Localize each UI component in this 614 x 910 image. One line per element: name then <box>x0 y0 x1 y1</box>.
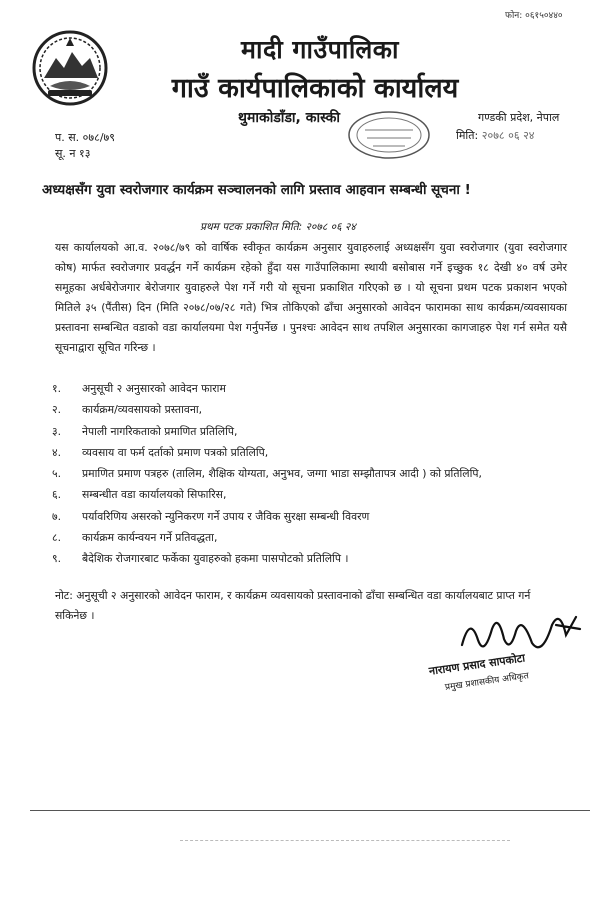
signatory-name: नारायण प्रसाद सापकोटा <box>428 651 526 678</box>
footer-faint-line <box>180 840 510 841</box>
province: गण्डकी प्रदेश, नेपाल <box>478 111 560 124</box>
list-item-number: ७. <box>52 509 62 523</box>
list-item-text: पर्यावरिणिय असरको न्युनिकरण गर्ने उपाय र जैविक सुरक्षा सम्बन्धी विवरण <box>82 509 370 523</box>
notice-title: अध्यक्षसँग युवा स्वरोजगार कार्यक्रम सञ्चालनको लागि प्रस्ताव आहवान सम्बन्धी सूचना ! <box>42 182 471 198</box>
phone-number: फोन: ०६१५०४४० <box>505 11 563 21</box>
dispatch-number: सू. न १३ <box>55 147 91 160</box>
list-item-text: प्रमाणित प्रमाण पत्रहरु (तालिम, शैक्षिक योग्यता, अनुभव, जग्गा भाडा सम्झौतापत्र आदी ) को प्रतिलिपि, <box>82 467 482 481</box>
letter-date <box>456 128 535 143</box>
list-item-text: कार्यक्रम/व्यवसायको प्रस्तावना, <box>82 403 203 417</box>
list-item-number: ८. <box>52 531 62 545</box>
list-item-number: ६. <box>52 488 62 502</box>
footer-divider <box>30 810 590 811</box>
list-item-number: १. <box>52 382 62 395</box>
list-item-text: अनुसूची २ अनुसारको आवेदन फाराम <box>82 382 226 395</box>
list-item-number: २. <box>52 403 62 417</box>
list-item-text: कार्यक्रम कार्यन्वयन गर्ने प्रतिवद्धता, <box>82 531 218 545</box>
office-name: गाउँ कार्यपालिकाको कार्यालय <box>171 73 459 104</box>
list-item-number: ४. <box>52 445 62 459</box>
list-item-number: ३. <box>52 424 62 438</box>
published-date: प्रथम पटक प्रकाशित मिति: २०७८ ०६ २४ <box>200 221 356 233</box>
office-address: थुमाकोडाँडा, कास्की <box>238 110 340 126</box>
list-item <box>52 380 572 397</box>
office-seal-icon <box>345 108 433 162</box>
reference-number: प. स. ०७८/७९ <box>55 131 115 144</box>
document-list <box>52 380 572 572</box>
list-item <box>52 550 572 567</box>
list-item <box>52 401 572 418</box>
signatory-title: प्रमुख प्रशासकीय अधिकृत <box>444 671 530 693</box>
notice-body: यस कार्यालयको आ.व. २०७८/७९ को वार्षिक स्वीकृत कार्यक्रम अनुसार युवाहरुलाई अध्यक्षसँग युवा स्वरोजगार (युवा स्वरोजगार कोष) मार्फत स्वरोजगार प्रवर्द्धन गर्ने कार्यक्रम रहेको हुँदा यस गाउँपालिकामा स्थायी बसोबास गर्ने इच्छुक १८ देखी ४० वर्ष उमेर समूहका अर्धबेरोजगार बेरोजगार युवाहरुले पेश गर्ने गरी यो सूचना प्रकाशित गरिएको छ । यो सूचना प्रथम पटक प्रकाशन भएको मितिले ३५ (पैंतीस) दिन (मिति २०७८/०७/२८ गते) भित्र तोकिएको ढाँचा अनुसारको आवेदन फारामका साथ कार्यक्रम/व्यवसायका प्रस्तावना सम्बन्धित वडाको वडा कार्यालयमा पेश गर्नुपर्नेछ । पुनश्चः आवेदन साथ तपशिल अनुसारका कागजाहरु पेश गर्न समेत यसै सूचनाद्वारा सूचित गरिन्छ । <box>55 241 567 354</box>
municipality-name: मादी गाउँपालिका <box>241 35 399 64</box>
list-item <box>52 486 572 503</box>
list-item <box>52 423 572 440</box>
date-value: २०७८ ०६ २४ <box>481 129 535 142</box>
list-item-number: ९. <box>52 552 62 566</box>
reference-block <box>55 130 115 162</box>
list-item <box>52 444 572 461</box>
list-item <box>52 529 572 546</box>
list-item-text: नेपाली नागरिकताको प्रमाणित प्रतिलिपि, <box>82 424 238 438</box>
date-label: मिति: <box>456 129 479 142</box>
list-item-text: सम्बन्धीत वडा कार्यालयको सिफारिस, <box>82 488 227 502</box>
list-item-number: ५. <box>52 467 62 481</box>
nepal-emblem-icon <box>30 28 110 108</box>
list-item-text: व्यवसाय वा फर्म दर्ताको प्रमाण पत्रको प्रतिलिपि, <box>82 445 269 459</box>
list-item-text: बैदेशिक रोजगारबाट फर्केका युवाहरुको हकमा पासपोटको प्रतिलिपि । <box>82 552 349 566</box>
list-item <box>52 508 572 525</box>
note: नोट: अनुसूची २ अनुसारको आवेदन फाराम, र कार्यक्रम व्यवसायको प्रस्तावनाको ढाँचा सम्बन्धित वडा कार्यालयबाट प्राप्त गर्न सकिनेछ । <box>55 589 531 622</box>
list-item <box>52 465 572 482</box>
